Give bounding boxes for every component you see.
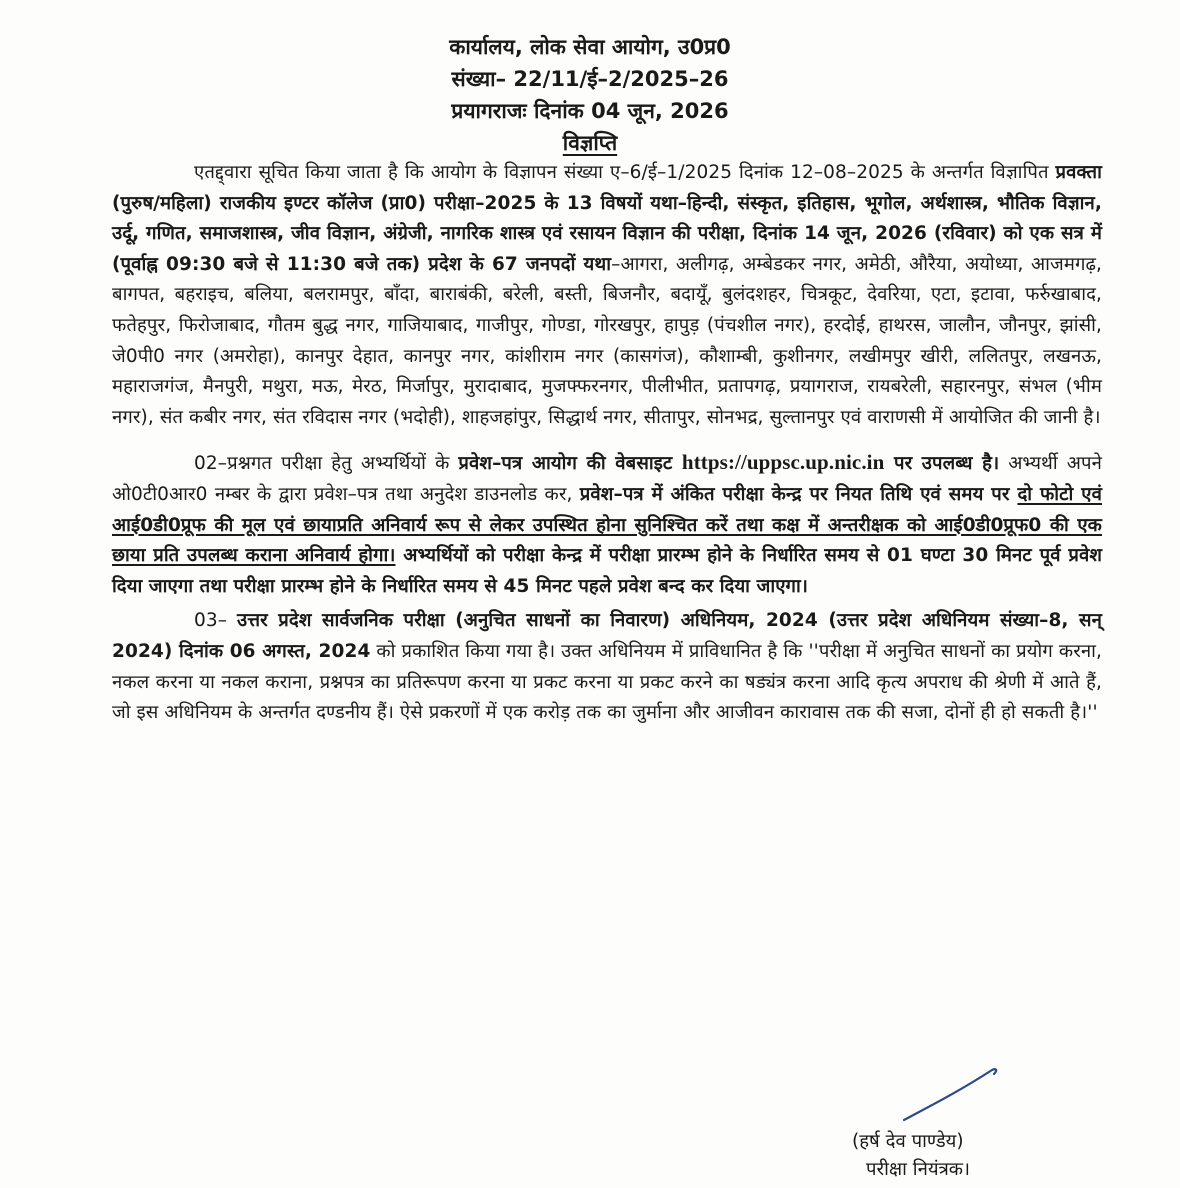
notice-body <box>112 158 1102 729</box>
para2-entry-time: अभ्यर्थियों को परीक्षा केन्द्र में परीक्षा प्रारम्भ होने के निर्धारित समय से 01 घण्टा 30 मिनट पूर्व प्रवेश दिया जाएगा तथा परीक्षा प्रारम्भ होने के निर्धारित समय से 45 मिनट पहले प्रवेश बन्द कर दिया जाएगा। <box>112 545 1103 597</box>
paragraph-1 <box>112 158 1102 433</box>
paragraph-2 <box>112 447 1102 602</box>
para3-number: 03– <box>194 610 238 632</box>
para2-admit-card: प्रवेश–पत्र आयोग की वेबसाइट <box>458 453 682 475</box>
para2-download: अभ्यर्थी अपने ओ0टी0आर0 नम्बर के द्वारा प्रवेश–पत्र तथा अनुदेश डाउनलोड कर, <box>112 453 1102 505</box>
signature-mark <box>900 1064 1010 1124</box>
reference-number: संख्या– 22/11/ई–2/2025–26 <box>451 67 729 91</box>
notice-title: विज्ञप्ति <box>562 131 618 155</box>
para3-provision: को प्रकाशित किया गया है। उक्त अधिनियम में प्राविधानित है कि ''परीक्षा में अनुचित साधनों का प्रयोग करना, नकल करना या नकल कराना, प्रश्नपत्र का प्रतिरूपण करना या प्रकट करना या प्रकट करने का षड्यंत्र करना आदि कृत्य अपराध की श्रेणी में आते हैं, जो इस अधिनियम के अन्तर्गत दण्डनीय हैं। ऐसे प्रकरणों में एक करोड़ तक का जुर्माना और आजीवन कारावास तक की सजा, दोनों ही हो सकती है।'' <box>112 640 1103 724</box>
para1-intro: एतद्द्वारा सूचित किया जाता है कि आयोग के विज्ञापन संख्या ए–6/ई–1/2025 दिनांक 12–08–2025 के अन्तर्गत विज्ञापित <box>194 162 1056 183</box>
para2-centre: प्रवेश–पत्र में अंकित परीक्षा केन्द्र पर नियत तिथि एवं समय पर <box>579 483 1018 505</box>
signatory-designation: परीक्षा नियंत्रक। <box>866 1159 971 1180</box>
para3-act: उत्तर प्रदेश सार्वजनिक परीक्षा (अनुचित साधनों का निवारण) अधिनियम, 2024 (उत्तर प्रदेश अधिनियम संख्या–8, सन् 2024) दिनांक 06 अगस्त, 2024 <box>112 610 1102 662</box>
para1-districts: –आगरा, अलीगढ़, अम्बेडकर नगर, अमेठी, औरैया, अयोध्या, आजमगढ़, बागपत, बहराइच, बलिया, बलरामपुर, बाँदा, बाराबंकी, बरेली, बस्ती, बिजनौर, बदायूँ, बुलंदशहर, चित्रकूट, देवरिया, एटा, इटावा, फर्रुखाबाद, फतेहपुर, फिरोजाबाद, गौतम बुद्ध नगर, गाजियाबाद, गाजीपुर, गोण्डा, गोरखपुर, हापुड़ (पंचशील नगर), हरदोई, हाथरस, जालौन, जौनपुर, झांसी, जे0पी0 नगर (अमरोहा), कानपुर देहात, कानपुर नगर, कांशीराम नगर (कासगंज), कौशाम्बी, कुशीनगर, लखीमपुर खीरी, ललितपुर, लखनऊ, महाराजगंज, मैनपुरी, मथुरा, मऊ, मेरठ, मिर्जापुर, मुरादाबाद, मुजफ्फरनगर, पीलीभीत, प्रतापगढ़, प्रयागराज, रायबरेली, सहारनपुर, संभल (भीम नगर), संत कबीर नगर, संत रविदास नगर (भदोही), शाहजहांपुर, सिद्धार्थ नगर, सीतापुर, सोनभद्र, सुल्तानपुर एवं वाराणसी में आयोजित की जानी है। <box>112 253 1103 428</box>
paragraph-3 <box>112 606 1102 728</box>
para1-exam-details: प्रवक्ता (पुरुष/महिला) राजकीय इण्टर कॉलेज (प्रा0) परीक्षा–2025 के 13 विषयों यथा–हिन्दी, संस्कृत, इतिहास, भूगोल, अर्थशास्त्र, भौतिक विज्ञान, उर्दू, गणित, समाजशास्त्र, जीव विज्ञान, अंग्रेजी, नागरिक शास्त्र एवं रसायन विज्ञान की परीक्षा, दिनांक 14 जून, 2026 (रविवार) को एक सत्र में (पूर्वाह्न 09:30 बजे से 11:30 बजे तक) प्रदेश के 67 जनपदों यथा <box>112 162 1102 275</box>
website-link[interactable]: https://uppsc.up.nic.in <box>681 450 885 475</box>
para2-number: 02–प्रश्नगत परीक्षा हेतु अभ्यर्थियों के <box>194 453 459 475</box>
place-date: प्रयागराजः दिनांक 04 जून, 2026 <box>451 99 729 123</box>
para2-id-proof: दो फोटो एवं आई0डी0प्रूफ की मूल एवं छायाप्रति अनिवार्य रूप से लेकर उपस्थित होना सुनिश्चित करें तथा कक्ष में अन्तरीक्षक को आई0डी0प्रूफ0 की एक छाया प्रति उपलब्ध कराना अनिवार्य होगा। <box>112 483 1102 567</box>
office-heading: कार्यालय, लोक सेवा आयोग, उ0प्र0 <box>449 35 731 59</box>
para2-available: पर उपलब्ध है। <box>884 453 1000 475</box>
signatory-name: (हर्ष देव पाण्डेय) <box>852 1131 964 1152</box>
